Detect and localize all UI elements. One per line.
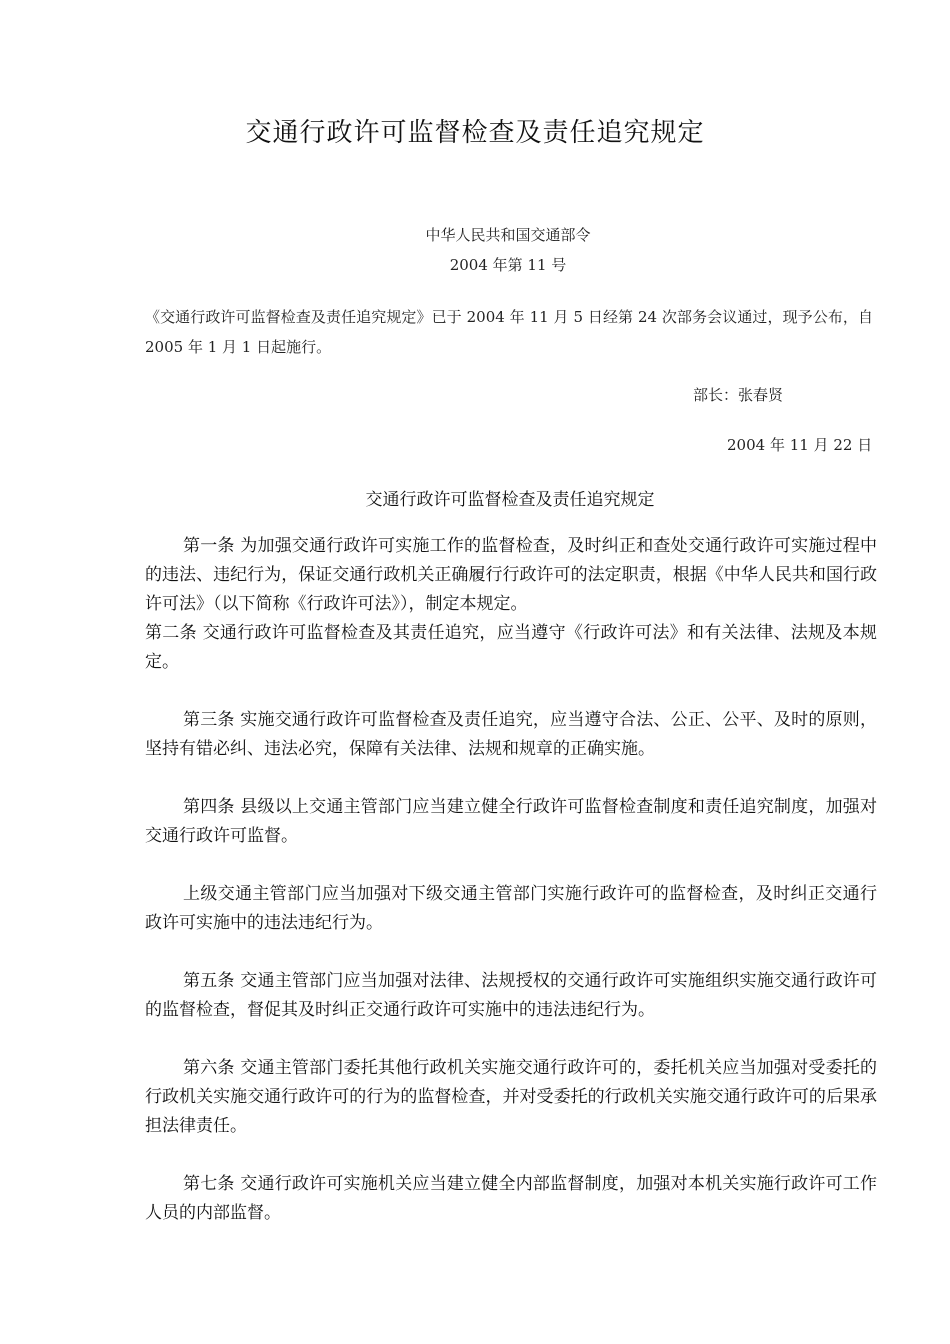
- article-6: 第六条 交通主管部门委托其他行政机关实施交通行政许可的，委托机关应当加强对受委托的行政机关实施交通行政许可的行为的监督检查，并对受委托的行政机关实施交通行政许可的后果承担法律责任。: [145, 1058, 877, 1136]
- article-3: 第三条 实施交通行政许可监督检查及责任追究，应当遵守合法、公正、公平、及时的原则，坚持有错必纠、违法必究，保障有关法律、法规和规章的正确实施。: [145, 710, 877, 759]
- article-2: 第二条 交通行政许可监督检查及其责任追究，应当遵守《行政许可法》和有关法律、法规及本规定。: [145, 623, 877, 672]
- order-number: 2004 年第 11 号: [449, 256, 567, 274]
- article-4-paragraph-2: 上级交通主管部门应当加强对下级交通主管部门实施行政许可的监督检查，及时纠正交通行政许可实施中的违法违纪行为。: [145, 884, 877, 933]
- article-7: 第七条 交通行政许可实施机关应当建立健全内部监督制度，加强对本机关实施行政许可工作人员的内部监督。: [145, 1174, 877, 1223]
- article-1: 第一条 为加强交通行政许可实施工作的监督检查，及时纠正和查处交通行政许可实施过程中的违法、违纪行为，保证交通行政机关正确履行行政许可的法定职责，根据《中华人民共和国行政许可法》（以下简称《行政许可法》），制定本规定。: [145, 536, 877, 614]
- document-title: 交通行政许可监督检查及责任追究规定: [245, 118, 705, 148]
- regulation-subtitle: 交通行政许可监督检查及责任追究规定: [365, 490, 655, 510]
- article-5: 第五条 交通主管部门应当加强对法律、法规授权的交通行政许可实施组织实施交通行政许可的监督检查，督促其及时纠正交通行政许可实施中的违法违纪行为。: [145, 971, 877, 1020]
- articles-body: [145, 532, 877, 1228]
- issuer-line: 中华人民共和国交通部令: [425, 226, 591, 244]
- minister-signature: 部长：张春贤: [693, 386, 784, 404]
- article-4: 第四条 县级以上交通主管部门应当建立健全行政许可监督检查制度和责任追究制度，加强对交通行政许可监督。: [145, 797, 877, 846]
- promulgation-paragraph: 《交通行政许可监督检查及责任追究规定》已于 2004 年 11 月 5 日经第 24 次部务会议通过，现予公布，自 2005 年 1 月 1 日起施行。: [145, 308, 873, 356]
- signing-date: 2004 年 11 月 22 日: [727, 436, 873, 454]
